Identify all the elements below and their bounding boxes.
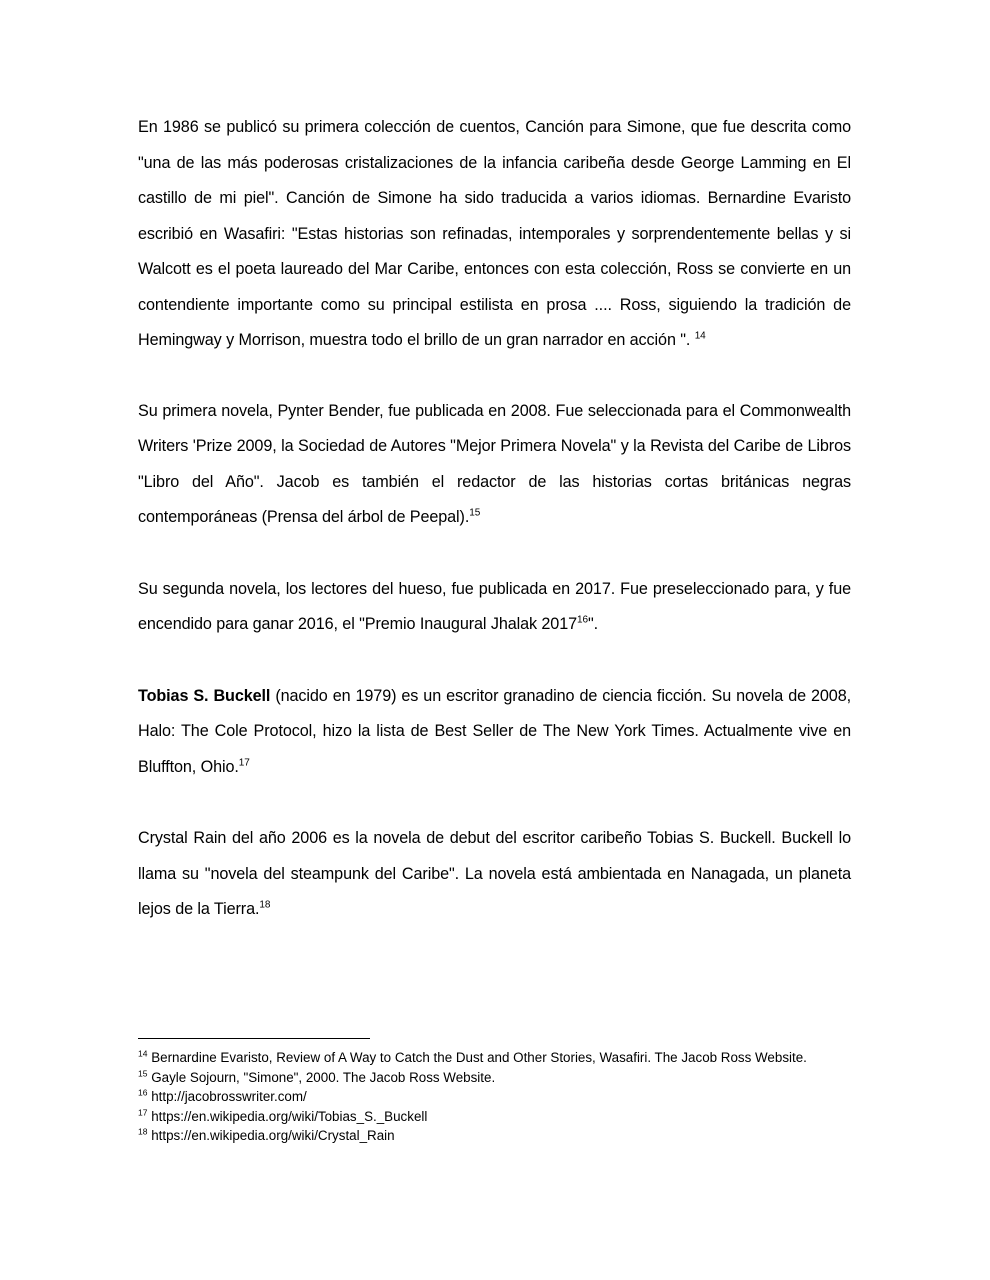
footnote-text: Gayle Sojourn, "Simone", 2000. The Jacob Ross Website. xyxy=(151,1069,496,1085)
footnote-link[interactable]: https://en.wikipedia.org/wiki/Tobias_S._Buckell xyxy=(151,1108,428,1124)
footnote-number: 18 xyxy=(138,1126,148,1137)
document-body xyxy=(138,110,851,964)
paragraph-4-text: (nacido en 1979) es un escritor granadino de ciencia ficción. Su novela de 2008, Halo: The Cole Protocol, hizo la lista de Best Seller de The New York Times. Actualmente vive en Bluffton, Ohio. xyxy=(138,686,851,776)
paragraph-3-text: Su segunda novela, los lectores del hueso, fue publicada en 2017. Fue preseleccionado para, y fue encendido para ganar 2016, el "Premio Inaugural Jhalak 2017 xyxy=(138,579,851,633)
paragraph-4-bold-name: Tobias S. Buckell xyxy=(138,686,271,705)
paragraph-3-text-end: ". xyxy=(587,615,599,633)
paragraph-4 xyxy=(138,679,851,786)
footnote-18 xyxy=(138,1126,851,1146)
footnote-14 xyxy=(138,1048,851,1068)
footnote-link[interactable]: https://en.wikipedia.org/wiki/Crystal_Rain xyxy=(151,1128,395,1143)
paragraph-1 xyxy=(138,110,851,359)
footnote-ref-15: 15 xyxy=(469,507,481,519)
footnote-ref-17: 17 xyxy=(238,757,250,769)
footnote-link[interactable]: http://jacobrosswriter.com/ xyxy=(151,1089,307,1104)
paragraph-3 xyxy=(138,572,851,643)
paragraph-2-text: Su primera novela, Pynter Bender, fue publicada en 2008. Fue seleccionada para el Commonwealth Writers 'Prize 2009, la Sociedad de Autores "Mejor Primera Novela" y la Revista del Caribe de Libros "Libro del Año". Jacob es también el redactor de las historias cortas británicas negras contemporáneas (Prensa del árbol de Peepal). xyxy=(138,401,851,526)
paragraph-5 xyxy=(138,821,851,928)
footnote-17 xyxy=(138,1107,851,1127)
footnote-ref-14: 14 xyxy=(694,330,706,342)
footnote-number: 17 xyxy=(138,1107,148,1118)
paragraph-2 xyxy=(138,394,851,536)
footnote-16 xyxy=(138,1087,851,1107)
paragraph-1-text: En 1986 se publicó su primera colección de cuentos, Canción para Simone, que fue descrita como "una de las más poderosas cristalizaciones de la infancia caribeña desde George Lamming en El castillo de mi piel". Canción de Simone ha sido traducida a varios idiomas. Bernardine Evaristo escribió en Wasafiri: "Estas historias son refinadas, intemporales y sorprendentemente bellas y si Walcott es el poeta laureado del Mar Caribe, entonces con esta colección, Ross se convierte en un contendiente importante como su principal estilista en prosa .... Ross, siguiendo la tradición de Hemingway y Morrison, muestra todo el brillo de un gran narrador en acción ". xyxy=(138,118,851,349)
footnotes-section xyxy=(138,1038,851,1146)
footnote-separator xyxy=(138,1038,370,1039)
footnote-number: 15 xyxy=(138,1068,148,1079)
footnote-number: 16 xyxy=(138,1087,148,1098)
footnote-15 xyxy=(138,1068,851,1088)
footnote-text: Bernardine Evaristo, Review of A Way to Catch the Dust and Other Stories, Wasafiri. The Jacob Ross Website. xyxy=(151,1050,807,1065)
footnote-ref-16: 16 xyxy=(577,614,588,626)
paragraph-5-text: Crystal Rain del año 2006 es la novela de debut del escritor caribeño Tobias S. Buckell. Buckell lo llama su "novela del steampunk del Caribe". La novela está ambientada en Nanagada, un planeta lejos de la Tierra. xyxy=(138,829,851,918)
footnote-ref-18: 18 xyxy=(259,899,271,911)
footnote-number: 14 xyxy=(138,1048,148,1059)
